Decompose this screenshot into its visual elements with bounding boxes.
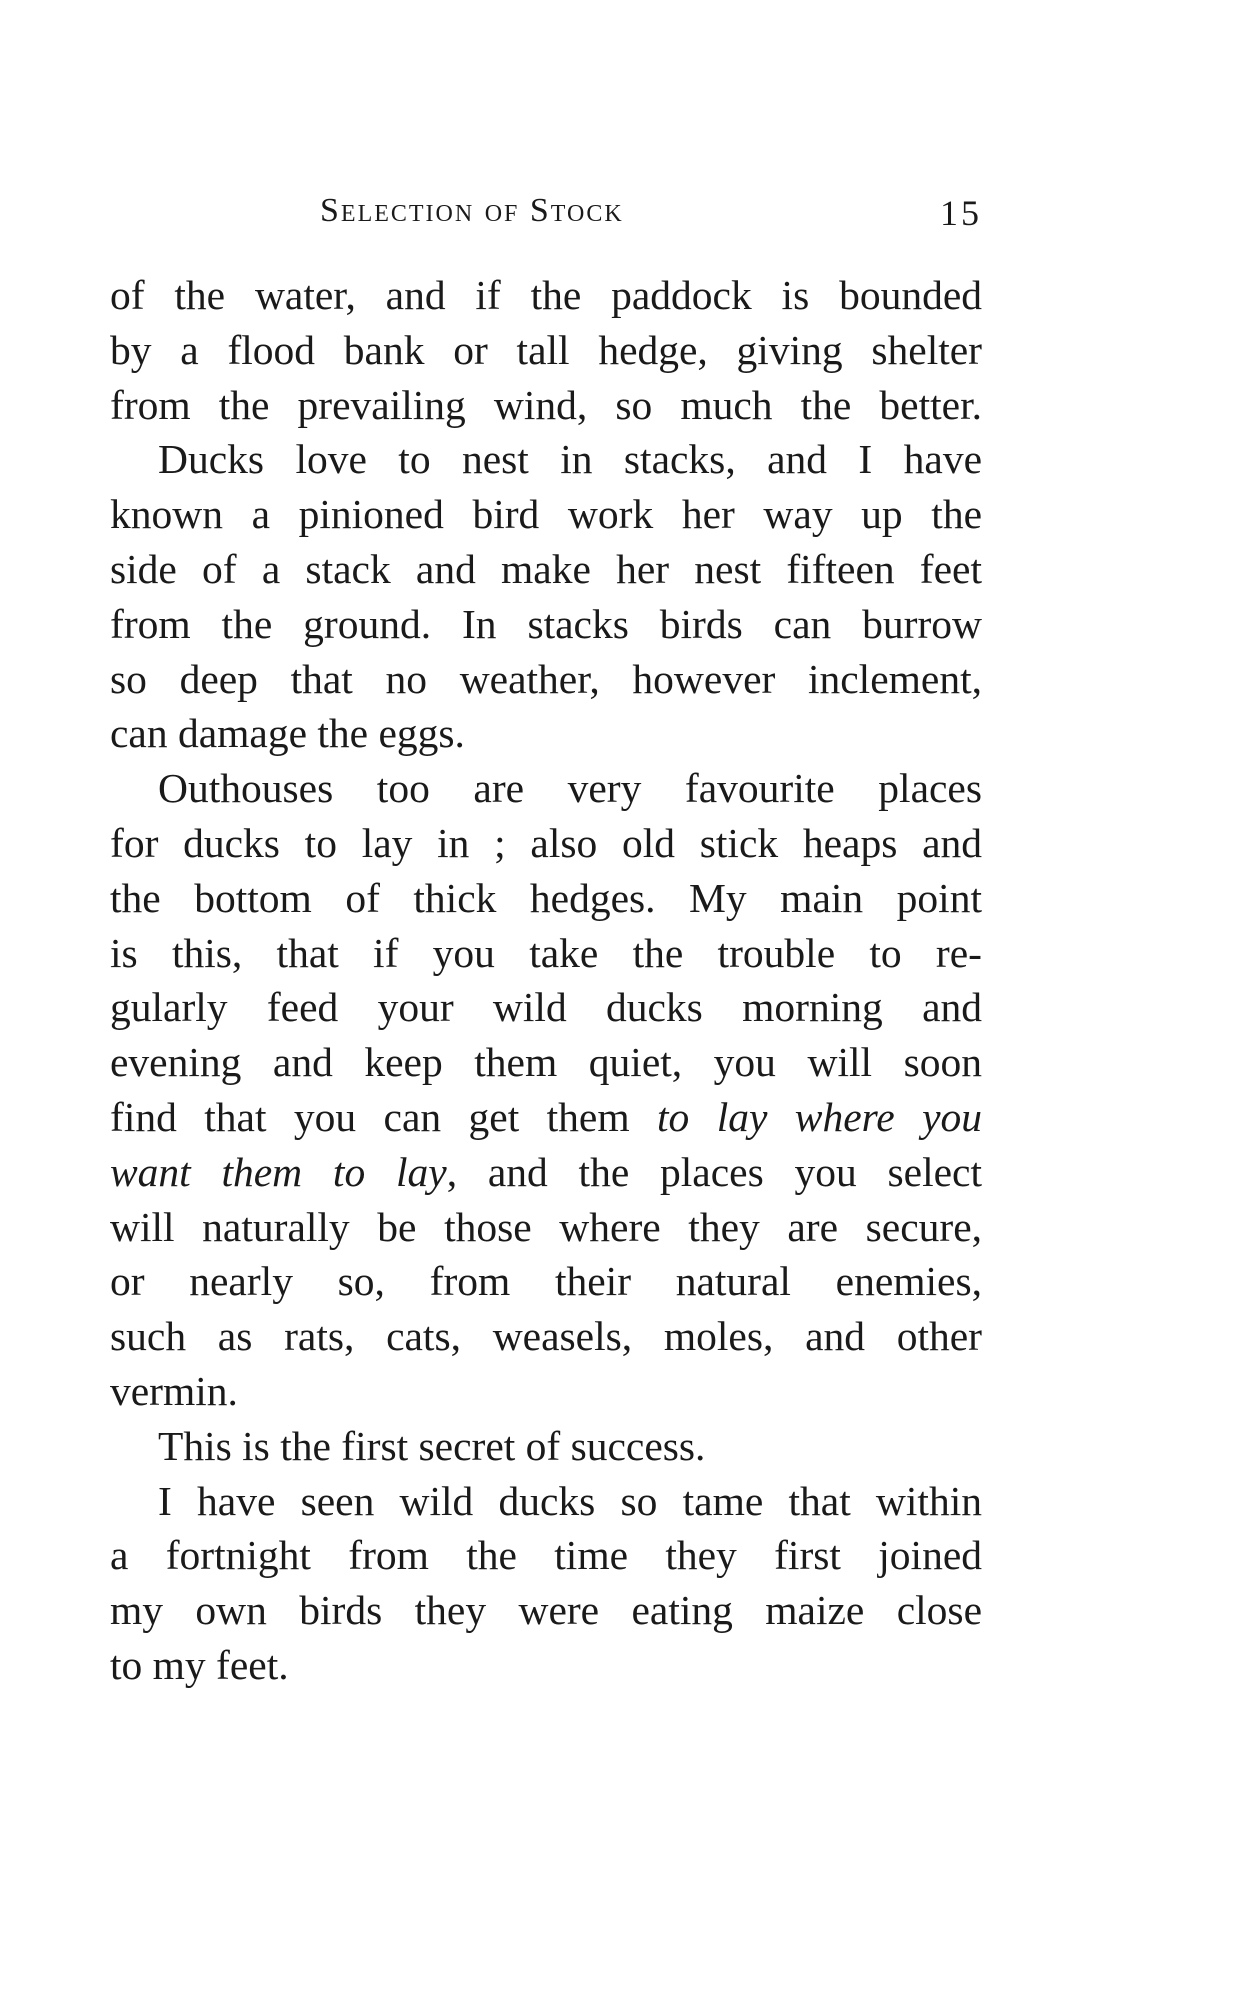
text-line — [110, 1145, 982, 1200]
text-line: so deep that no weather, however inclement, — [110, 655, 982, 702]
text-segment: , and the places you select — [446, 1148, 982, 1195]
body-text — [110, 268, 982, 1693]
text-line: to my feet. — [110, 1641, 289, 1688]
text-line: This is the first secret of success. — [158, 1422, 706, 1469]
text-line: from the ground. In stacks birds can burrow — [110, 600, 982, 647]
text-line: from the prevailing wind, so much the better. — [110, 381, 982, 428]
italic-segment: want them to lay — [110, 1148, 447, 1195]
text-line: I have seen wild ducks so tame that within — [158, 1477, 982, 1524]
running-head — [110, 192, 982, 240]
text-line: or nearly so, from their natural enemies, — [110, 1258, 982, 1305]
italic-segment: to lay where you — [657, 1093, 982, 1140]
text-line: for ducks to lay in ; also old stick heaps and — [110, 819, 982, 866]
text-line: evening and keep them quiet, you will soon — [110, 1039, 982, 1086]
text-line: will naturally be those where they are secure, — [110, 1203, 982, 1250]
text-line: such as rats, cats, weasels, moles, and other — [110, 1313, 982, 1360]
text-line: a fortnight from the time they first joined — [110, 1532, 982, 1579]
text-line — [110, 1090, 982, 1145]
text-line: Ducks love to nest in stacks, and I have — [158, 436, 982, 483]
text-line: of the water, and if the paddock is bounded — [110, 272, 982, 318]
text-line: side of a stack and make her nest fifteen feet — [110, 545, 982, 592]
text-line: the bottom of thick hedges. My main point — [110, 874, 982, 921]
page-number: 15 — [940, 193, 982, 233]
text-line: can damage the eggs. — [110, 710, 465, 757]
running-title: Selection of Stock — [320, 192, 624, 229]
text-segment: find that you can get them — [110, 1093, 630, 1140]
text-line: Outhouses too are very favourite places — [158, 765, 982, 812]
text-line: is this, that if you take the trouble to re- — [110, 929, 982, 976]
text-line: known a pinioned bird work her way up the — [110, 491, 982, 538]
text-line: my own birds they were eating maize close — [110, 1587, 982, 1634]
text-line: by a flood bank or tall hedge, giving shelter — [110, 326, 982, 373]
text-line: vermin. — [110, 1367, 238, 1414]
text-line: gularly feed your wild ducks morning and — [110, 984, 982, 1031]
